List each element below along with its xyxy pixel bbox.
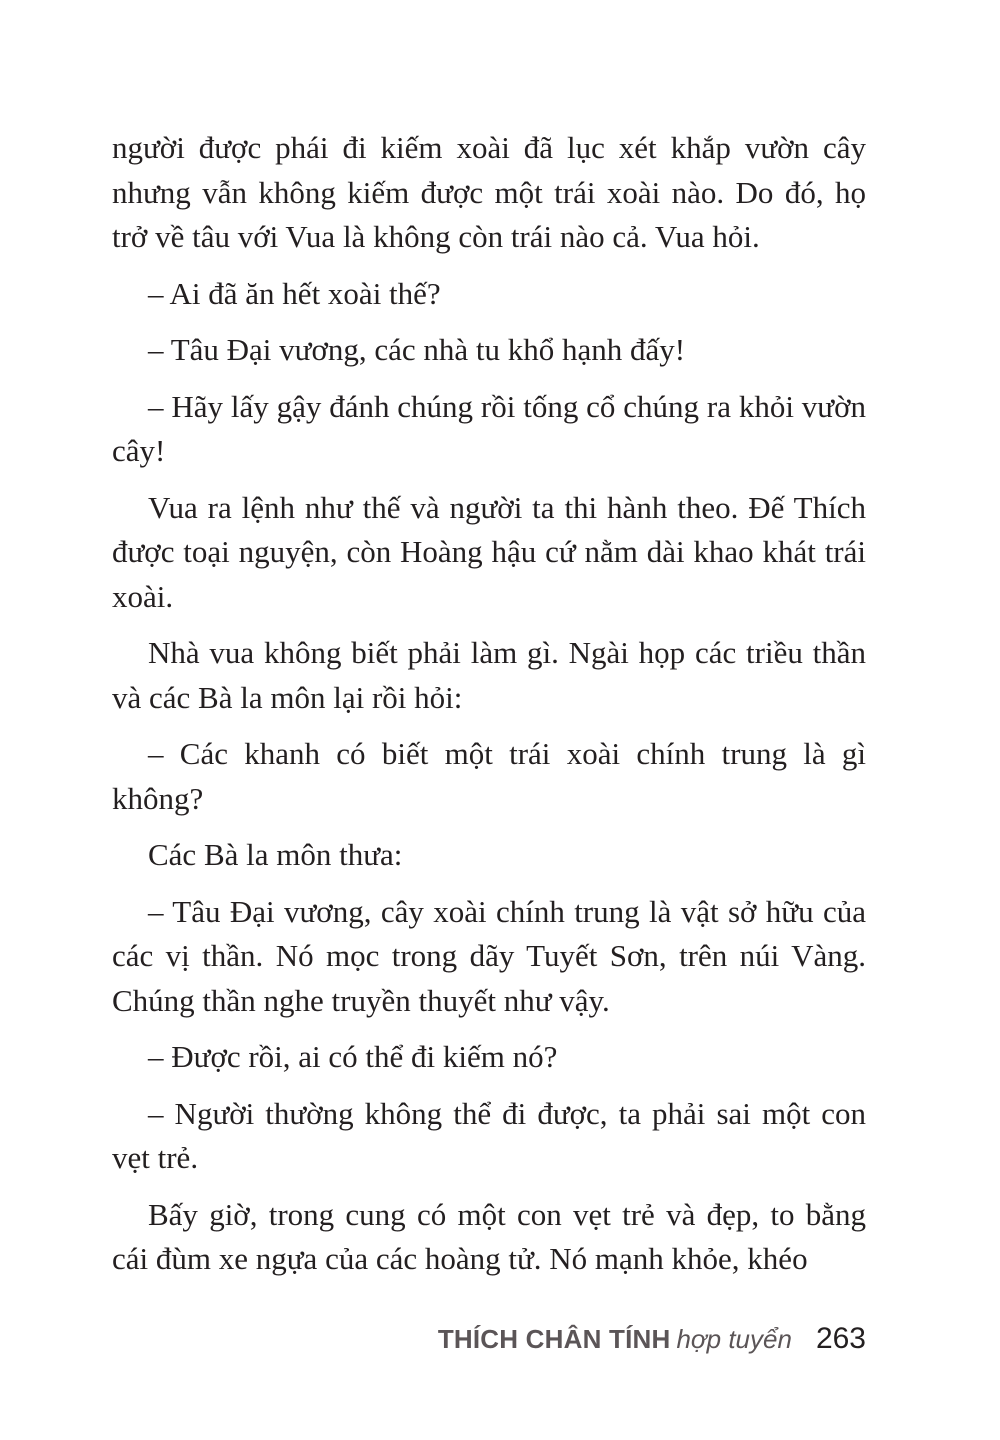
paragraph-4: – Hãy lấy gậy đánh chúng rồi tống cổ chúng ra khỏi vườn cây!	[112, 388, 866, 468]
paragraph-11: – Người thường không thể đi được, ta phải sai một con vẹt trẻ.	[112, 1095, 866, 1175]
paragraph-10: – Được rồi, ai có thể đi kiếm nó?	[148, 1039, 558, 1074]
paragraph-9: – Tâu Đại vương, cây xoài chính trung là vật sở hữu của các vị thần. Nó mọc trong dãy Tuyết Sơn, trên núi Vàng. Chúng thần nghe truyền thuyết như vậy.	[112, 893, 866, 1018]
body-text	[112, 126, 866, 1294]
footer-author: THÍCH CHÂN TÍNH	[437, 1324, 671, 1354]
paragraph-7: – Các khanh có biết một trái xoài chính trung là gì không?	[112, 736, 866, 816]
page-footer	[438, 1322, 866, 1366]
page-number: 263	[815, 1322, 866, 1355]
paragraph-2: – Ai đã ăn hết xoài thế?	[148, 275, 441, 311]
paragraph-6: Nhà vua không biết phải làm gì. Ngài họp các triều thần và các Bà la môn lại rồi hỏi:	[112, 635, 866, 715]
paragraph-3: – Tâu Đại vương, các nhà tu khổ hạnh đấy!	[148, 332, 686, 367]
footer-subtitle: hợp tuyển	[676, 1324, 792, 1354]
paragraph-1: người được phái đi kiếm xoài đã lục xét khắp vườn cây nhưng vẫn không kiếm được một trái xoài nào. Do đó, họ trở về tâu với Vua là không còn trái nào cả. Vua hỏi.	[112, 130, 866, 254]
paragraph-12: Bấy giờ, trong cung có một con vẹt trẻ và đẹp, to bằng cái đùm xe ngựa của các hoàng tử. Nó mạnh khỏe, khéo	[112, 1196, 866, 1276]
paragraph-5: Vua ra lệnh như thế và người ta thi hành theo. Đế Thích được toại nguyện, còn Hoàng hậu cứ nằm dài khao khát trái xoài.	[112, 489, 866, 614]
paragraph-8: Các Bà la môn thưa:	[148, 837, 403, 872]
